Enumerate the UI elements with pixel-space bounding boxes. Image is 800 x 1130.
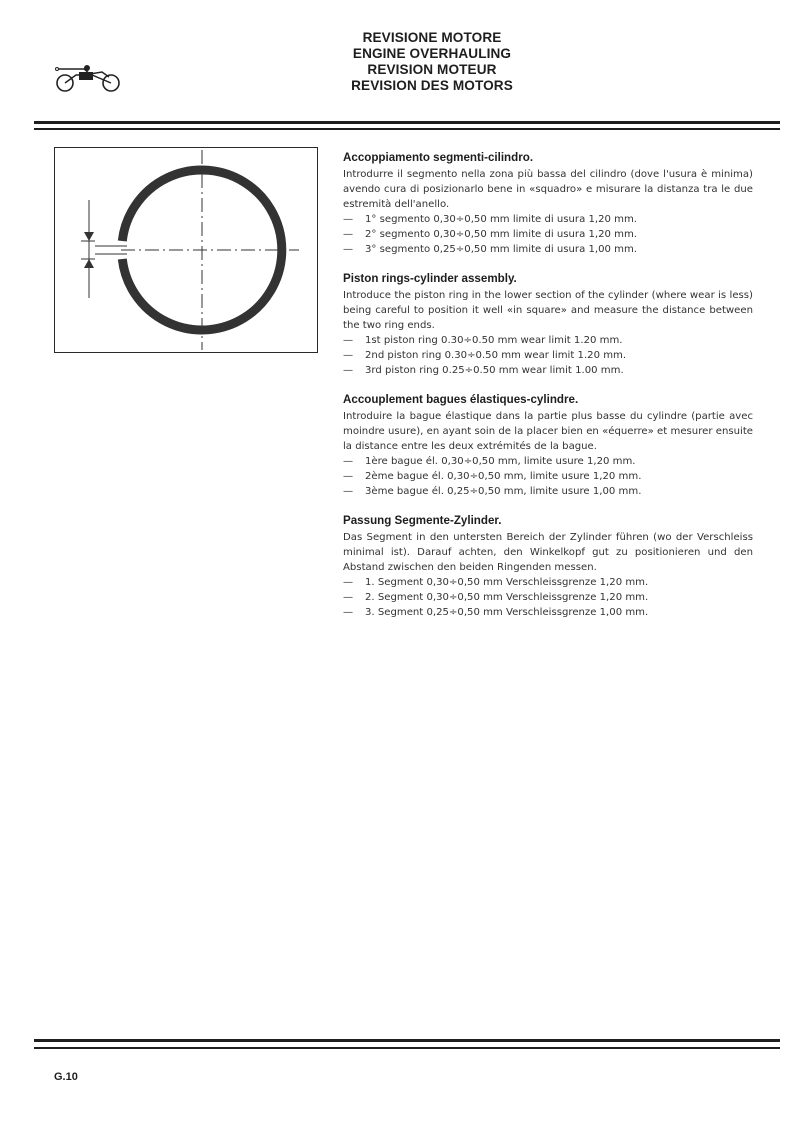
section-paragraph: Introduire la bague élastique dans la partie plus basse du cylindre (partie avec moindre usure), en ayant soin de la placer bien en «équerre» et mesurer ensuite la distance entre les deux extrémités de la bague.: [343, 411, 753, 452]
list-item: — 1. Segment 0,30÷0,50 mm Verschleissgrenze 1,20 mm.: [343, 577, 649, 588]
list-item: — 2. Segment 0,30÷0,50 mm Verschleissgrenze 1,20 mm.: [343, 592, 649, 603]
footer-rule-top: [34, 1039, 780, 1042]
section-paragraph: Das Segment in den untersten Bereich der Zylinder führen (wo der Verschleiss minimal ist). Darauf achten, den Winkelkopf gut zu positionieren und den Abstand zwischen den beiden Ringenden messen.: [343, 532, 753, 573]
content-column: [343, 150, 753, 634]
header-title-en: ENGINE OVERHAULING: [352, 46, 512, 61]
section-paragraph: Introdurre il segmento nella zona più bassa del cilindro (dove l'usura è minima) avendo cura di posizionarlo bene in «squadro» e misurare la distanza tra le due estremità dell'anello.: [343, 169, 753, 210]
spec-list: [343, 575, 753, 620]
section-paragraph: Introduce the piston ring in the lower section of the cylinder (where wear is less) being careful to position it well «in square» and measure the distance between the two ring ends.: [343, 290, 753, 331]
header-title-fr: REVISION MOTEUR: [367, 62, 497, 77]
section-title: Accoppiamento segmenti-cilindro.: [343, 151, 534, 164]
spec-list: [343, 333, 753, 378]
section-french: [343, 392, 753, 499]
spec-list: [343, 454, 753, 499]
motorcycle-icon: [54, 60, 122, 94]
section-english: [343, 271, 753, 378]
header-rule-top: [34, 121, 780, 124]
footer-rule-bottom: [34, 1047, 780, 1049]
section-title: Accouplement bagues élastiques-cylindre.: [343, 393, 579, 406]
section-title: Passung Segmente-Zylinder.: [343, 514, 502, 527]
header-title-it: REVISIONE MOTORE: [362, 30, 502, 45]
section-german: [343, 513, 753, 620]
list-item: — 3° segmento 0,25÷0,50 mm limite di usura 1,00 mm.: [343, 244, 638, 255]
section-title: Piston rings-cylinder assembly.: [343, 272, 517, 285]
section-italian: [343, 150, 753, 257]
piston-ring-figure: [54, 147, 318, 353]
piston-ring-diagram: [55, 148, 317, 352]
list-item: — 2nd piston ring 0.30÷0.50 mm wear limit 1.20 mm.: [343, 350, 627, 361]
list-item: — 3rd piston ring 0.25÷0.50 mm wear limit 1.00 mm.: [343, 365, 624, 376]
list-item: — 1° segmento 0,30÷0,50 mm limite di usura 1,20 mm.: [343, 214, 638, 225]
list-item: — 1st piston ring 0.30÷0.50 mm wear limit 1.20 mm.: [343, 335, 623, 346]
list-item: — 2° segmento 0,30÷0,50 mm limite di usura 1,20 mm.: [343, 229, 638, 240]
list-item: — 1ère bague él. 0,30÷0,50 mm, limite usure 1,20 mm.: [343, 456, 636, 467]
header-title-de: REVISION DES MOTORS: [351, 78, 513, 93]
page-number: G.10: [54, 1071, 78, 1083]
spec-list: [343, 212, 753, 257]
list-item: — 2ème bague él. 0,30÷0,50 mm, limite usure 1,20 mm.: [343, 471, 642, 482]
list-item: — 3ème bague él. 0,25÷0,50 mm, limite usure 1,00 mm.: [343, 486, 642, 497]
header-rule-bottom: [34, 128, 780, 130]
list-item: — 3. Segment 0,25÷0,50 mm Verschleissgrenze 1,00 mm.: [343, 607, 649, 618]
